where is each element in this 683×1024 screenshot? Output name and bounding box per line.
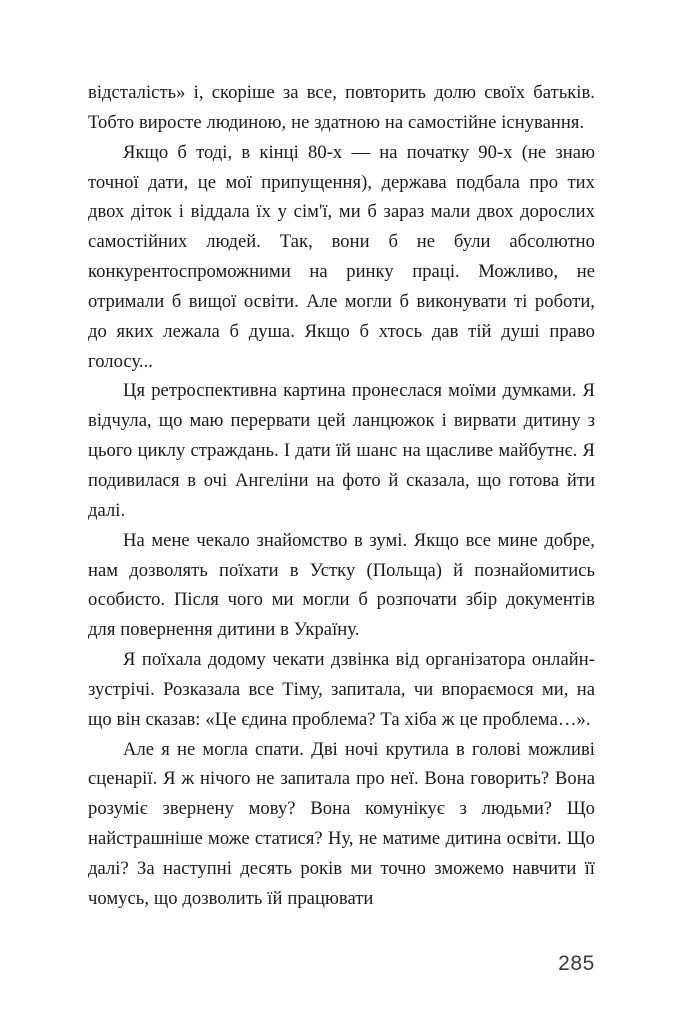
paragraph-1: відсталість» і, скоріше за все, повторить долю своїх батьків. Тобто виросте людиною, не здатною на самостійне існування. [88,82,595,133]
page-number: 285 [558,952,595,975]
paragraph-6: Але я не могла спати. Дві ночі крутила в голові можливі сценарії. Я ж нічого не запитала про неї. Вона говорить? Вона розуміє звернену мову? Вона комунікує з людьми? Що найстрашніше може статися? Ну, не матиме дитина освіти. Що далі? За наступні десять років ми точно зможемо навчити її чомусь, що дозволить їй працювати [88,738,595,909]
paragraph-3: Ця ретроспективна картина пронеслася моїми думками. Я відчула, що маю перервати цей ланцюжок і вирвати дитину з цього циклу страждань. І дати їй шанс на щасливе майбутнє. Я подивилася в очі Ангеліни на фото й сказала, що готова йти далі. [88,380,595,521]
paragraph-2: Якщо б тоді, в кінці 80-х — на початку 90-х (не знаю точної дати, це мої припущення), держава подбала про тих двох діток і віддала їх у сім'ї, ми б зараз мали двох дорослих самостійних людей. Так, вони б не були абсолютно конкурентоспроможними на ринку праці. Можливо, не отримали б вищої освіти. Але могли б виконувати ті роботи, до яких лежала б душа. Якщо б хтось дав тій душі право голосу... [88,141,595,372]
page-text-block [88,78,595,914]
paragraph-4: На мене чекало знайомство в зумі. Якщо все мине добре, нам дозволять поїхати в Устку (Польща) й познайомитись особисто. Після чого ми могли б розпочати збір документів для повернення дитини в Україну. [88,529,595,641]
paragraph-5: Я поїхала додому чекати дзвінка від організатора онлайн-зустрічі. Розказала все Тіму, запитала, чи впораємося ми, на що він сказав: «Це єдина проблема? Та хіба ж це проблема…». [88,649,595,730]
